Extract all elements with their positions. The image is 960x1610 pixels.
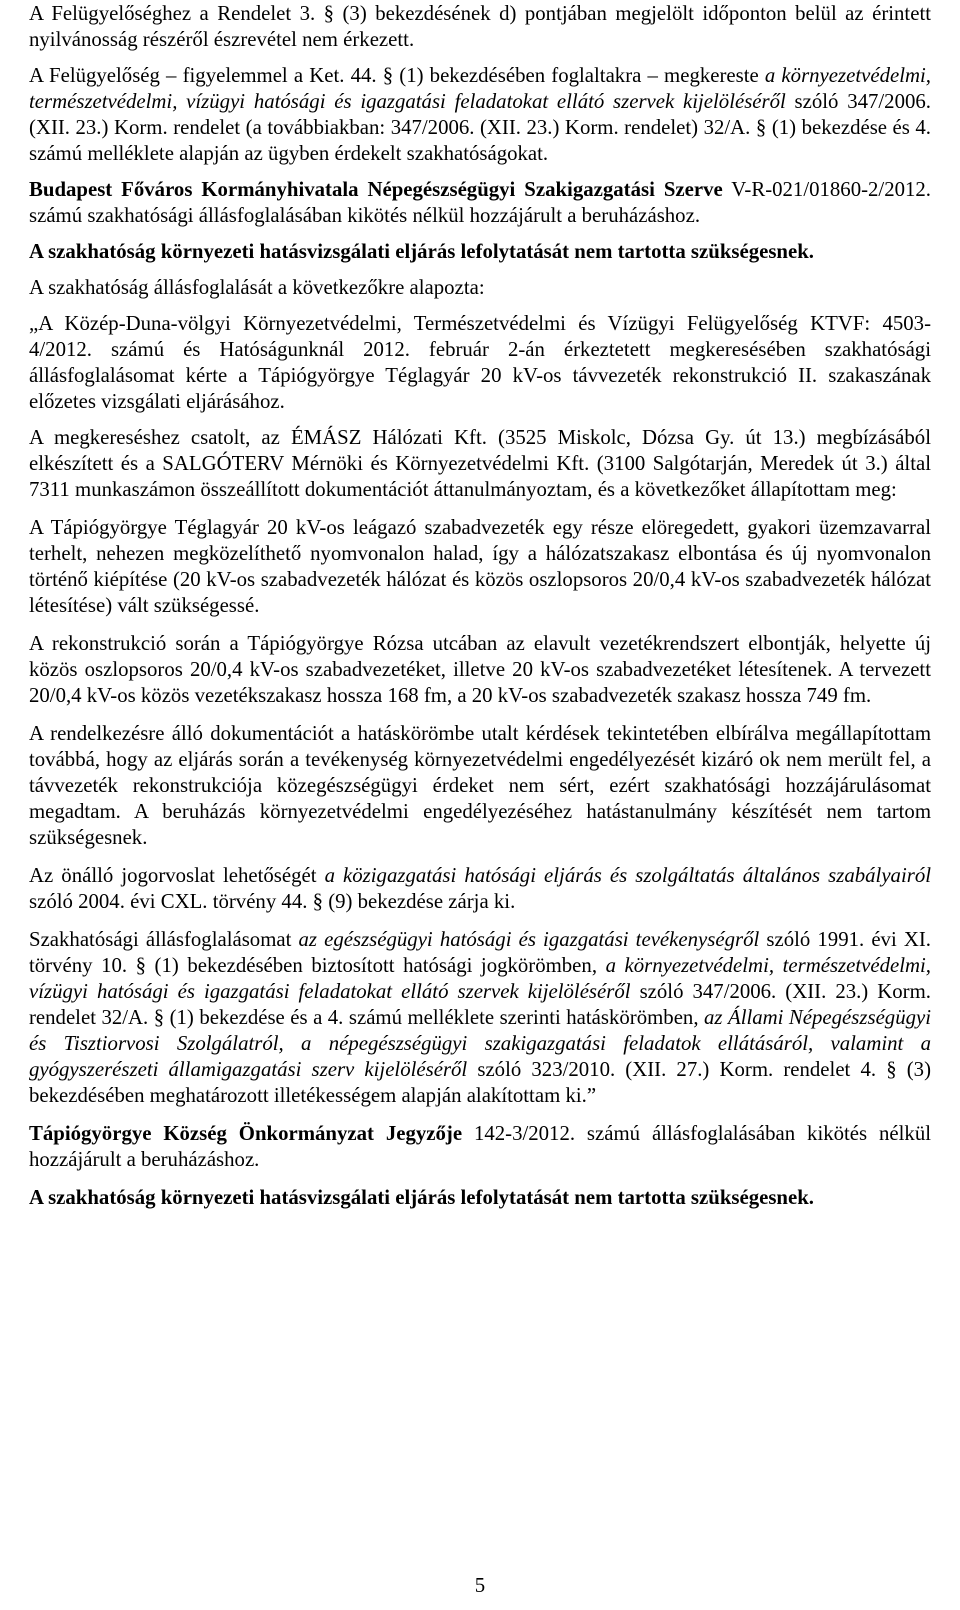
paragraph-7 — [29, 425, 931, 503]
paragraph-9 — [29, 631, 931, 709]
paragraph-14 — [29, 1185, 931, 1211]
bold-conclusion: A szakhatóság környezeti hatásvizsgálati eljárás lefolytatását nem tartotta szükségesnek. — [29, 240, 814, 263]
paragraph-2 — [29, 63, 931, 167]
italic-citation: az Állami Népegészségügyi és Tisztiorvosi Szolgálatról, a népegészségügyi szakigazgatási feladatok ellátásáról, valamint a gyógyszerészeti államigazgatási szerv kijelöléséről — [29, 1006, 932, 1081]
paragraph-text: A Felügyelőséghez a Rendelet 3. § (3) bekezdésének d) pontjában megjelölt időponton belül az érintett nyilvánosság részéről észrevétel nem érkezett. — [29, 2, 931, 51]
paragraph-text: A Felügyelőség – figyelemmel a Ket. 44. § (1) bekezdésében foglaltakra – megkereste — [29, 64, 765, 87]
paragraph-12 — [29, 927, 931, 1109]
paragraph-text: szóló 1991. évi XI. törvény 10. § (1) bekezdésében biztosított hatósági jogkörömben, — [29, 928, 931, 977]
paragraph-text: Szakhatósági állásfoglalásomat — [29, 928, 299, 951]
paragraph-text: szóló 347/2006. (XII. 23.) Korm. rendelet (a továbbiakban: 347/2006. (XII. 23.) Korm. rendelet) 32/A. § (1) bekezdése és 4. számú melléklete alapján az ügyben érdekelt szakhatóságokat. — [29, 90, 931, 165]
bold-conclusion: A szakhatóság környezeti hatásvizsgálati eljárás lefolytatását nem tartotta szükségesnek. — [29, 1186, 814, 1209]
paragraph-text: A megkereséshez csatolt, az ÉMÁSZ Hálózati Kft. (3525 Miskolc, Dózsa Gy. út 13.) megbízásából elkészített és a SALGÓTERV Mérnöki és Környezetvédelmi Kft. (3100 Salgótarján, Meredek út 3.) által 7311 munkaszámon összeállított dokumentációt áttanulmányoztam, és a következőket állapítottam meg: — [29, 426, 931, 501]
document-page — [0, 1, 960, 1610]
paragraph-10 — [29, 721, 931, 851]
paragraph-text: A rekonstrukció során a Tápiógyörgye Rózsa utcában az elavult vezetékrendszert elbontják, helyette új közös oszlopsoros 20/0,4 kV-os szabadvezetéket, illetve 20 kV-os szabadvezetéket létesítenek. A tervezett 20/0,4 kV-os közös vezetékszakasz hossza 168 fm, a 20 kV-os szabadvezeték szakasz hossza 749 fm. — [29, 632, 931, 707]
paragraph-text: „A Közép-Duna-völgyi Környezetvédelmi, Természetvédelmi és Vízügyi Felügyelőség KTVF: 4503-4/2012. számú és Hatóságunknál 2012. február 2-án érkeztetett megkeresésében szakhatósági állásfoglalásomat kérte a Tápiógyörgye Téglagyár 20 kV-os távvezeték rekonstrukció II. szakaszának előzetes vizsgálati eljárásához. — [29, 312, 931, 413]
paragraph-8 — [29, 515, 931, 619]
paragraph-text: 142-3/2012. számú állásfoglalásában kikötés nélkül hozzájárult a beruházáshoz. — [29, 1122, 931, 1171]
paragraph-text: Az önálló jogorvoslat lehetőségét — [29, 864, 325, 887]
paragraph-text: A Tápiógyörgye Téglagyár 20 kV-os leágazó szabadvezeték egy része elöregedett, gyakori üzemzavarral terhelt, nehezen megközelíthető nyomvonalon halad, így a hálózatszakasz elbontása és új nyomvonalon történő kiépítése (20 kV-os szabadvezeték hálózat és közös oszlopsoros 20/0,4 kV-os szabadvezeték hálózat létesítése) vált szükségessé. — [29, 516, 931, 617]
paragraph-3 — [29, 177, 931, 229]
paragraph-13 — [29, 1121, 931, 1173]
paragraph-text: A rendelkezésre álló dokumentációt a hatáskörömbe utalt kérdések tekintetében elbírálva megállapítottam továbbá, hogy az eljárás során a tevékenység környezetvédelmi engedélyezését kizáró ok nem merült fel, a távvezeték rekonstrukciója közegészségügyi érdeket nem sért, ezért szakhatósági hozzájárulásomat megadtam. A beruházás környezetvédelmi engedélyezéséhez hatástanulmány készítését nem tartom szükségesnek. — [29, 722, 931, 849]
authority-name: Tápiógyörgye Község Önkormányzat Jegyzője — [29, 1122, 463, 1145]
italic-citation: a közigazgatási hatósági eljárás és szolgáltatás általános szabályairól — [324, 864, 932, 887]
paragraph-4 — [29, 239, 931, 265]
paragraph-text: szóló 2004. évi CXL. törvény 44. § (9) bekezdése zárja ki. — [29, 890, 516, 913]
italic-citation: az egészségügyi hatósági és igazgatási tevékenységről — [298, 928, 760, 951]
paragraph-6 — [29, 311, 931, 415]
authority-name: Budapest Főváros Kormányhivatala Népegészségügyi Szakigazgatási Szerve — [29, 178, 723, 201]
paragraph-1 — [29, 1, 931, 53]
paragraph-11 — [29, 863, 931, 915]
paragraph-5 — [29, 275, 931, 301]
paragraph-text: szóló 323/2010. (XII. 27.) Korm. rendelet 4. § (3) bekezdésében meghatározott illetékességem alapján alakítottam ki.” — [29, 1058, 931, 1107]
paragraph-text: A szakhatóság állásfoglalását a következőkre alapozta: — [29, 276, 485, 299]
page-number: 5 — [474, 1574, 486, 1597]
paragraph-text: szóló 347/2006. (XII. 23.) Korm. rendelet 32/A. § (1) bekezdése és a 4. számú melléklete szerinti hatáskörömben, — [29, 980, 931, 1029]
italic-citation: a környezetvédelmi, természetvédelmi, vízügyi hatósági és igazgatási feladatokat ellátó szervek kijelöléséről — [29, 954, 932, 1003]
paragraph-text: V-R-021/01860-2/2012. számú szakhatósági állásfoglalásában kikötés nélkül hozzájárult a beruházáshoz. — [29, 178, 931, 227]
italic-citation: a környezetvédelmi, természetvédelmi, vízügyi hatósági és igazgatási feladatokat ellátó szervek kijelöléséről — [29, 64, 931, 113]
